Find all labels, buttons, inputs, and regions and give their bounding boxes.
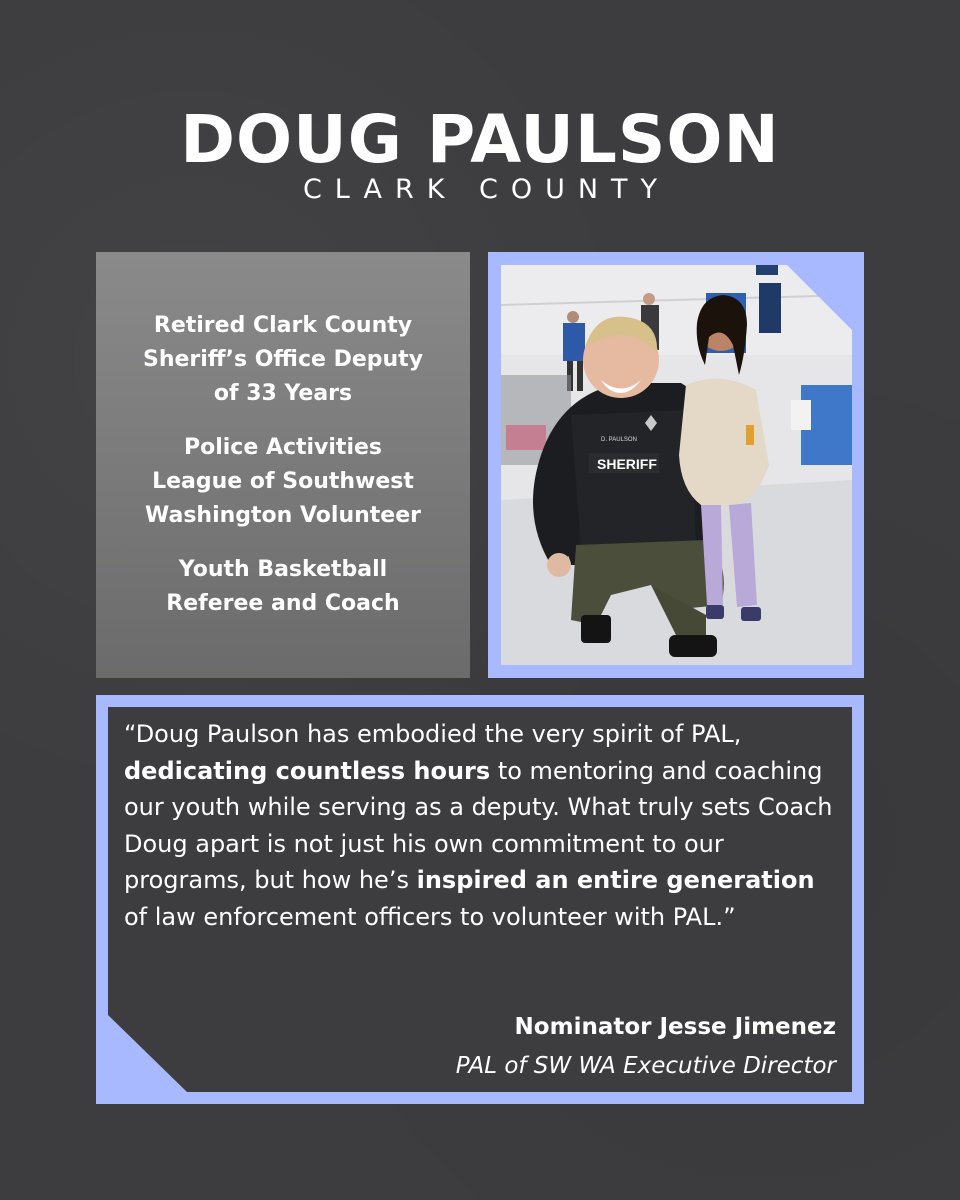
fact-line: Referee and Coach bbox=[166, 591, 400, 616]
vest-text: SHERIFF bbox=[597, 456, 657, 472]
photo-frame bbox=[488, 252, 864, 678]
quote-highlight: inspired an entire generation bbox=[416, 866, 815, 894]
fact-item bbox=[166, 553, 399, 621]
fact-item bbox=[145, 431, 421, 533]
quote-text-part: to mentoring and coaching our youth while serving as a deputy. What truly sets Coach Doug apart is not just his own commitment to our programs, but how he’s bbox=[124, 756, 833, 894]
fact-line: Retired Clark County bbox=[153, 313, 413, 338]
nominator-name: Nominator Jesse Jimenez bbox=[514, 1014, 836, 1040]
fact-item bbox=[143, 309, 423, 411]
fact-line: League of Southwest bbox=[152, 469, 414, 494]
fact-line: Washington Volunteer bbox=[145, 503, 421, 528]
fact-line: Sheriff’s Office Deputy bbox=[142, 347, 424, 372]
fact-line: of 33 Years bbox=[213, 381, 353, 406]
testimonial-quote bbox=[124, 716, 844, 935]
quote-frame-corner bbox=[108, 1015, 188, 1093]
quote-text-part: of law enforcement officers to volunteer with PAL.” bbox=[124, 902, 736, 931]
facts-panel bbox=[96, 252, 470, 678]
quote-text-part: “Doug Paulson has embodied the very spirit of PAL, bbox=[124, 720, 742, 748]
photo-frame-corner bbox=[774, 252, 864, 342]
name-tag-text: D. PAULSON bbox=[601, 437, 637, 443]
fact-line: Police Activities bbox=[183, 435, 383, 460]
page-subtitle: CLARK COUNTY bbox=[302, 174, 671, 205]
quote-highlight: dedicating countless hours bbox=[124, 756, 491, 785]
page-title: DOUG PAULSON bbox=[180, 101, 780, 178]
fact-line: Youth Basketball bbox=[178, 557, 388, 582]
nominator-role: PAL of SW WA Executive Director bbox=[455, 1053, 836, 1079]
